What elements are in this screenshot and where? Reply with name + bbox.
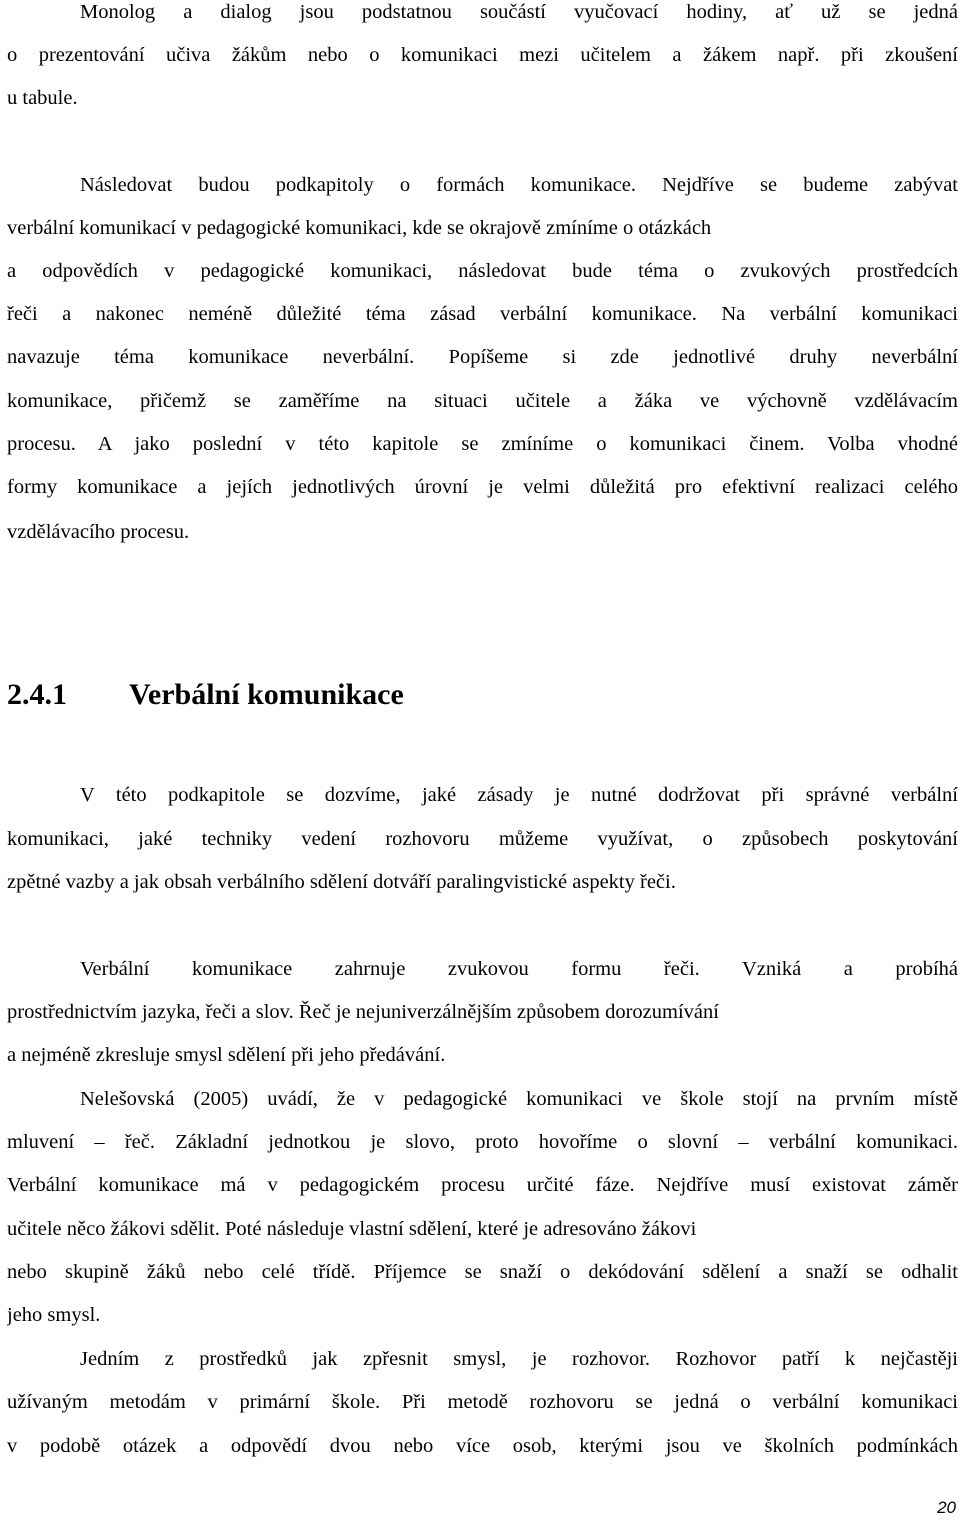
text-line: procesu. A jako poslední v této kapitole se zmíníme o komunikaci činem. Volba vhodné	[7, 433, 958, 455]
text-line: Jedním z prostředků jak zpřesnit smysl, je rozhovor. Rozhovor patří k nejčastěji	[80, 1348, 958, 1370]
text-line: Verbální komunikace zahrnuje zvukovou formu řeči. Vzniká a probíhá	[80, 958, 958, 980]
text-line: u tabule.	[7, 87, 78, 109]
text-line: učitele něco žákovi sdělit. Poté následuje vlastní sdělení, které je adresováno žákovi	[7, 1218, 697, 1240]
text-line: zpětné vazby a jak obsah verbálního sdělení dotváří paralingvistické aspekty řeči.	[7, 871, 676, 893]
text-line: Verbální komunikace má v pedagogickém procesu určité fáze. Nejdříve musí existovat záměr	[7, 1174, 958, 1196]
section-title: Verbální komunikace	[129, 678, 404, 711]
text-line: užívaným metodám v primární škole. Při metodě rozhovoru se jedná o verbální komunikaci	[7, 1391, 958, 1413]
text-line: komunikace, přičemž se zaměříme na situaci učitele a žáka ve výchovně vzdělávacím	[7, 390, 958, 412]
page-number: 20	[937, 1498, 956, 1517]
text-line: řeči a nakonec neméně důležité téma zásad verbální komunikace. Na verbální komunikaci	[7, 303, 958, 325]
text-line: verbální komunikací v pedagogické komunikaci, kde se okrajově zmíníme o otázkách	[7, 217, 712, 239]
text-line: komunikaci, jaké techniky vedení rozhovoru můžeme využívat, o způsobech poskytování	[7, 828, 958, 850]
text-line: prostřednictvím jazyka, řeči a slov. Řeč je nejuniverzálnějším způsobem dorozumívání	[7, 1001, 719, 1023]
text-line: V této podkapitole se dozvíme, jaké zásady je nutné dodržovat při správné verbální	[80, 784, 958, 806]
text-line: Nelešovská (2005) uvádí, že v pedagogické komunikaci ve škole stojí na prvním místě	[80, 1088, 958, 1110]
text-line: mluvení – řeč. Základní jednotkou je slovo, proto hovoříme o slovní – verbální komunikaci.	[7, 1131, 958, 1153]
text-line: a nejméně zkresluje smysl sdělení při jeho předávání.	[7, 1044, 446, 1066]
text-line: v podobě otázek a odpovědí dvou nebo více osob, kterými jsou ve školních podmínkách	[7, 1435, 958, 1457]
text-line: a odpovědích v pedagogické komunikaci, následovat bude téma o zvukových prostředcích	[7, 260, 958, 282]
text-line: nebo skupině žáků nebo celé třídě. Příjemce se snaží o dekódování sdělení a snaží se odhalit	[7, 1261, 958, 1283]
text-line: vzdělávacího procesu.	[7, 521, 190, 543]
text-line: o prezentování učiva žákům nebo o komunikaci mezi učitelem a žákem např. při zkoušení	[7, 44, 958, 66]
text-line: navazuje téma komunikace neverbální. Popíšeme si zde jednotlivé druhy neverbální	[7, 346, 958, 368]
section-number: 2.4.1	[7, 678, 67, 711]
text-line: jeho smysl.	[7, 1304, 101, 1326]
text-line: Následovat budou podkapitoly o formách komunikace. Nejdříve se budeme zabývat	[80, 174, 958, 196]
section-heading	[7, 675, 404, 715]
text-line: Monolog a dialog jsou podstatnou součástí vyučovací hodiny, ať už se jedná	[80, 1, 958, 23]
text-line: formy komunikace a jejích jednotlivých úrovní je velmi důležitá pro efektivní realizaci celého	[7, 476, 958, 498]
